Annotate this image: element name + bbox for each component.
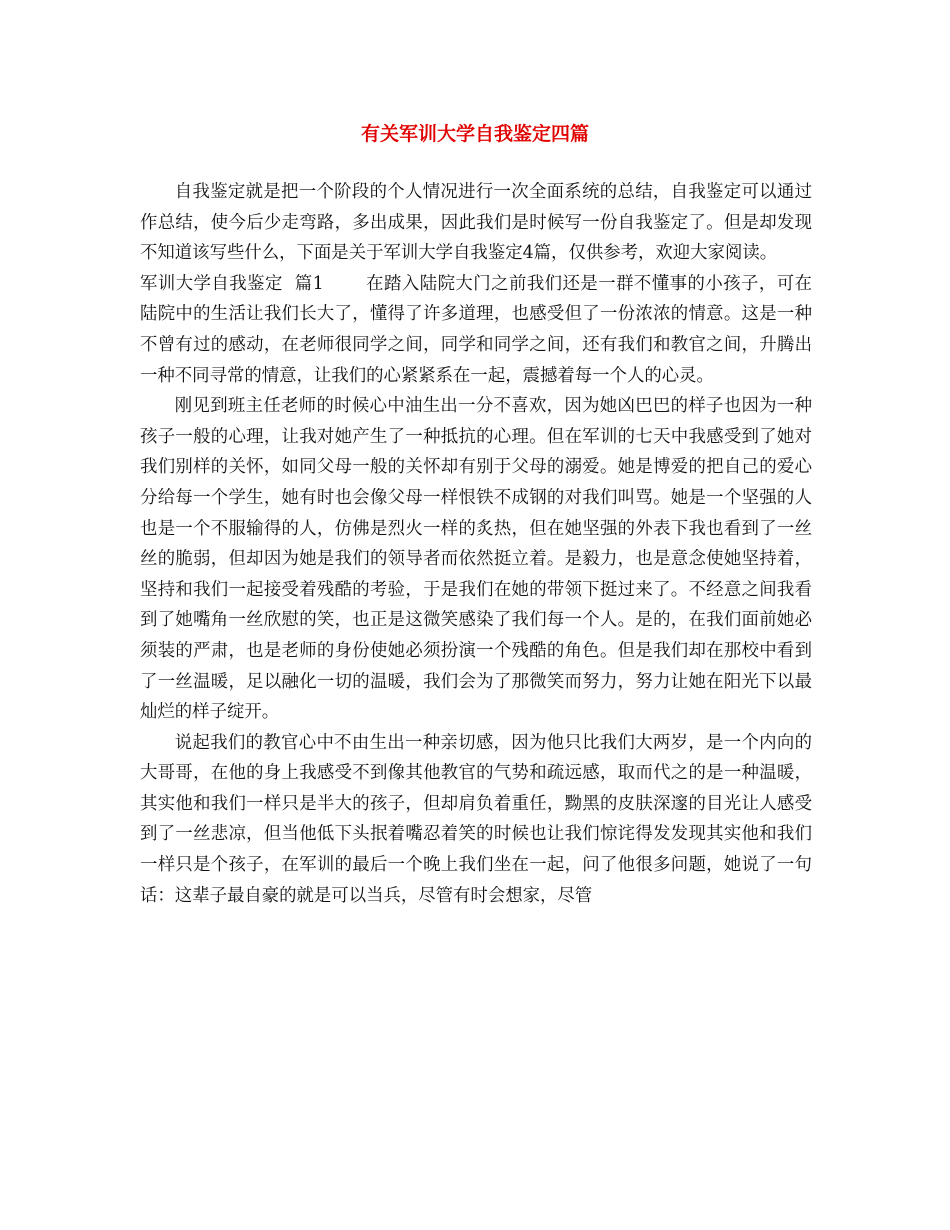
section-1-paragraph [140,269,812,391]
section-1-text: 在踏入陆院大门之前我们还是一群不懂事的小孩子，可在陆院中的生活让我们长大了，懂得了许多道理，也感受但了一份浓浓的情意。这是一种不曾有过的感动，在老师很同学之间，同学和同学之间，还有我们和教官之间，升腾出一种不同寻常的情意，让我们的心紧紧系在一起，震撼着每一个人的心灵。 [140,273,812,386]
paragraph-3: 说起我们的教官心中不由生出一种亲切感，因为他只比我们大两岁，是一个内向的大哥哥，在他的身上我感受不到像其他教官的气势和疏远感，取而代之的是一种温暖，其实他和我们一样只是半大的孩子，但却肩负着重任，黝黑的皮肤深邃的目光让人感受到了一丝悲凉，但当他低下头抿着嘴忍着笑的时候也让我们惊诧得发发现其实他和我们一样只是个孩子，在军训的最后一个晚上我们坐在一起，问了他很多问题，她说了一句话：这辈子最自豪的就是可以当兵，尽管有时会想家，尽管 [140,732,812,906]
intro-paragraph: 自我鉴定就是把一个阶段的个人情况进行一次全面系统的总结，自我鉴定可以通过作总结，使今后少走弯路，多出成果，因此我们是时候写一份自我鉴定了。但是却发现不知道该写些什么，下面是关于军训大学自我鉴定4篇，仅供参考，欢迎大家阅读。 [140,182,812,264]
document-title: 有关军训大学自我鉴定四篇 [360,123,589,145]
document-body [140,177,812,911]
paragraph-2: 刚见到班主任老师的时候心中油生出一分不喜欢，因为她凶巴巴的样子也因为一种孩子一般的心理，让我对她产生了一种抵抗的心理。但在军训的七天中我感受到了她对我们别样的关怀，如同父母一般的关怀却有别于父母的溺爱。她是博爱的把自己的爱心分给每一个学生，她有时也会像父母一样恨铁不成钢的对我们叫骂。她是一个坚强的人也是一个不服输得的人，仿佛是烈火一样的炙热，但在她坚强的外表下我也看到了一丝丝的脆弱，但却因为她是我们的领导者而依然挺立着。是毅力，也是意念使她坚持着，坚持和我们一起接受着残酷的考验，于是我们在她的带领下挺过来了。不经意之间我看到了她嘴角一丝欣慰的笑，也正是这微笑感染了我们每一个人。是的，在我们面前她必须装的严肃，也是老师的身份使她必须扮演一个残酷的角色。但是我们却在那校中看到了一丝温暖，足以融化一切的温暖，我们会为了那微笑而努力，努力让她在阳光下以最灿烂的样子绽开。 [140,396,812,723]
section-1-label: 军训大学自我鉴定 篇1 [140,273,324,294]
